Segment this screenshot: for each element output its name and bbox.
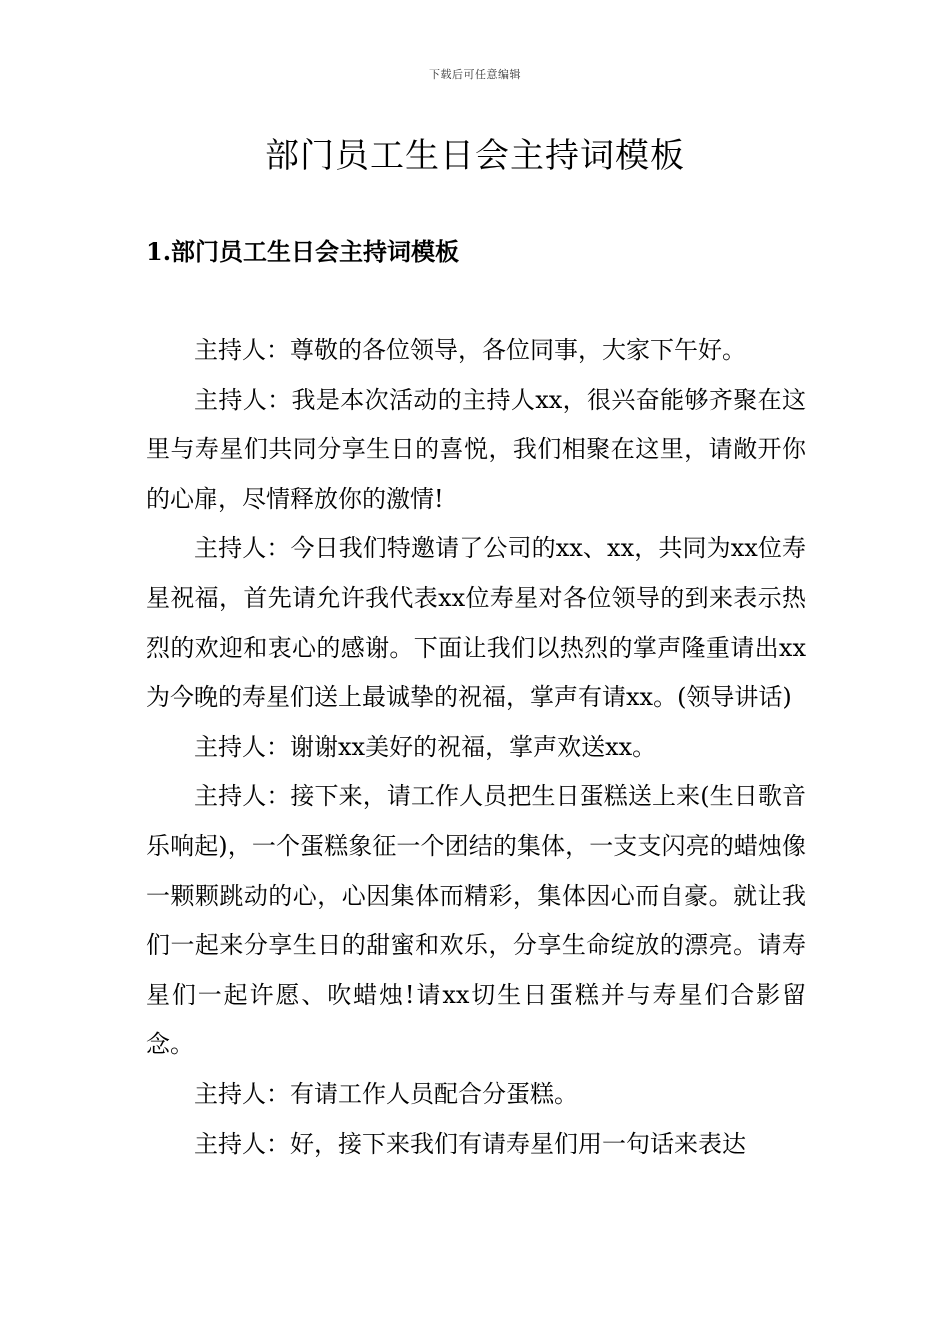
header-note: 下载后可任意编辑 <box>429 68 521 81</box>
paragraph: 主持人：有请工作人员配合分蛋糕。 <box>194 1079 578 1108</box>
section-heading: 1.部门员工生日会主持词模板 <box>146 237 460 266</box>
paragraph: 主持人：今日我们特邀请了公司的xx、xx，共同为xx位寿星祝福，首先请允许我代表xx位寿星对各位领导的到来表示热烈的欢迎和衷心的感谢。下面让我们以热烈的掌声隆重请出xx为今晚的寿星们送上最诚挚的祝福，掌声有请xx。(领导讲话) <box>146 534 806 712</box>
paragraph: 主持人：接下来，请工作人员把生日蛋糕送上来(生日歌音乐响起)，一个蛋糕象征一个团结的集体，一支支闪亮的蜡烛像一颗颗跳动的心，心因集体而精彩，集体因心而自豪。就让我们一起来分享生日的甜蜜和欢乐，分享生命绽放的漂亮。请寿星们一起许愿、吹蜡烛!请xx切生日蛋糕并与寿星们合影留念。 <box>146 782 806 1059</box>
paragraph: 主持人：谢谢xx美好的祝福，掌声欢送xx。 <box>194 732 657 761</box>
document-body <box>146 326 806 1169</box>
paragraph: 主持人：尊敬的各位领导，各位同事，大家下午好。 <box>194 336 746 364</box>
document-title: 部门员工生日会主持词模板 <box>265 136 685 176</box>
paragraph: 主持人：我是本次活动的主持人xx，很兴奋能够齐聚在这里与寿星们共同分享生日的喜悦，我们相聚在这里，请敞开你的心扉，尽情释放你的激情! <box>146 385 806 513</box>
paragraph: 主持人：好，接下来我们有请寿星们用一句话来表达 <box>194 1129 746 1158</box>
